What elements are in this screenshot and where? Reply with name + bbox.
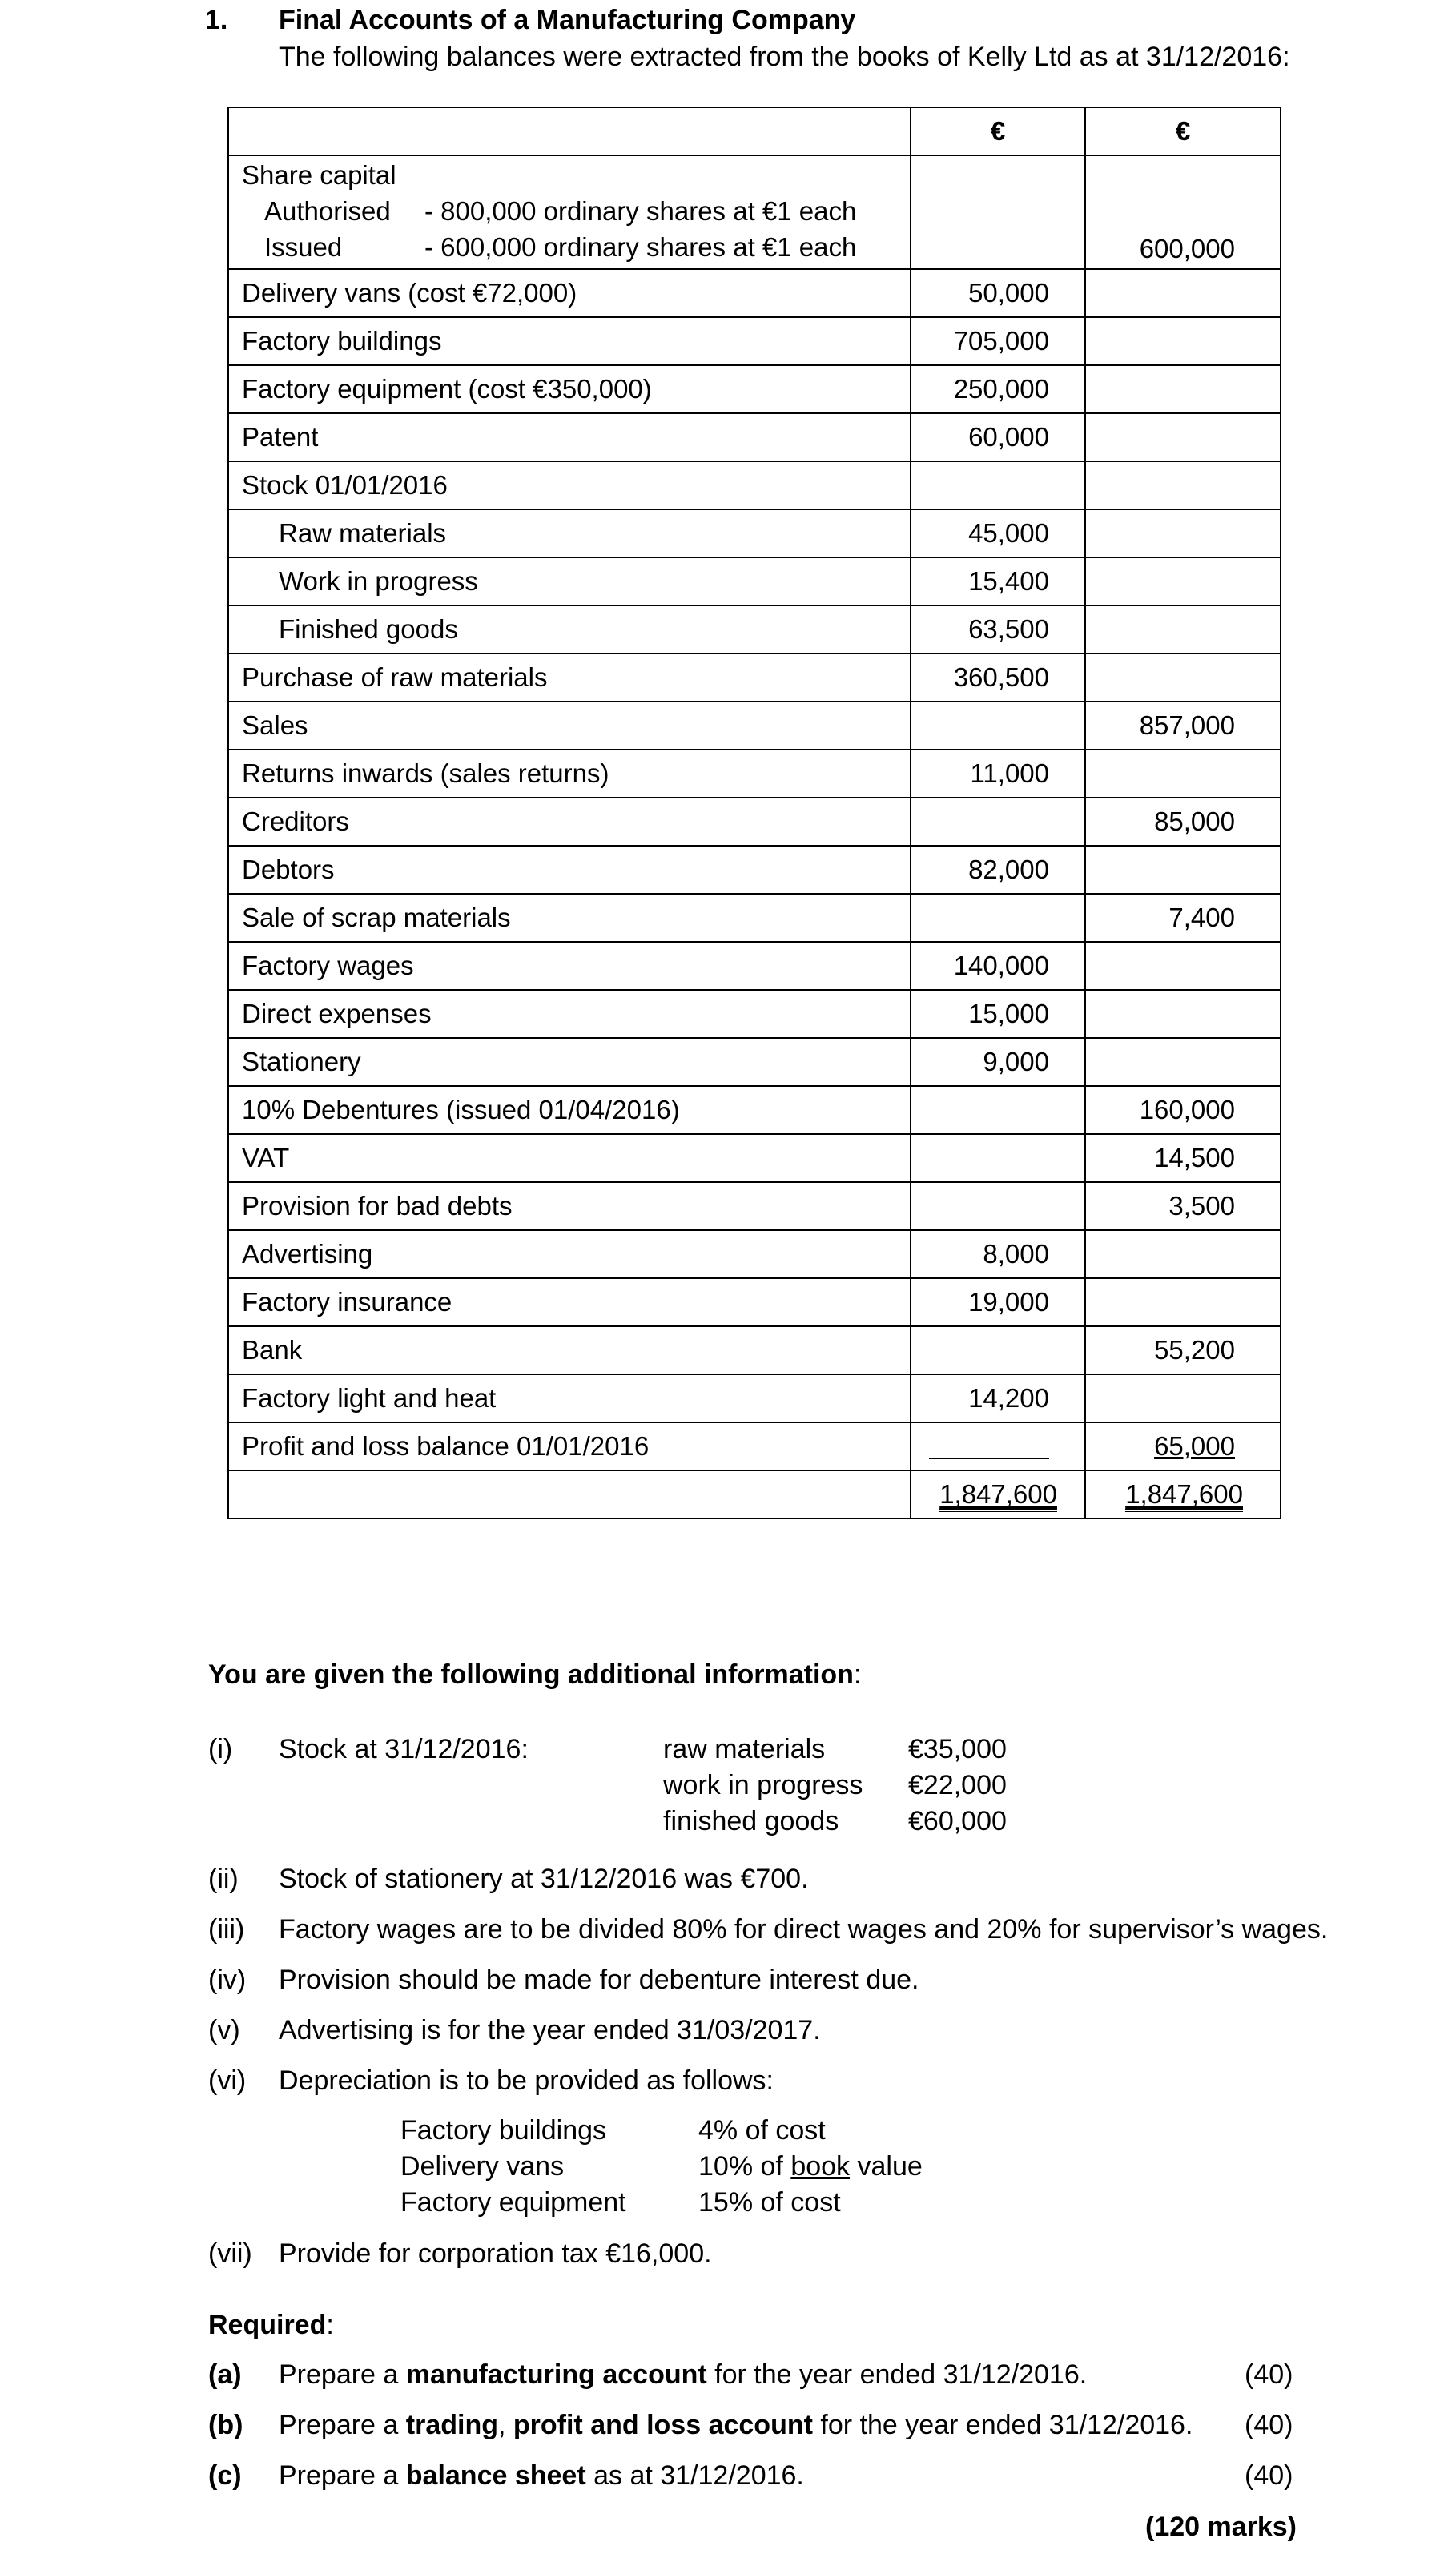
row-debit: 63,500 [911, 605, 1085, 654]
row-debit [911, 1134, 1085, 1182]
row-debit [911, 1422, 1085, 1470]
info-number: (vii) [208, 2238, 252, 2269]
info-number: (ii) [208, 1864, 239, 1894]
table-row [228, 1134, 1281, 1182]
additional-info-heading-text: You are given the following additional information [208, 1659, 854, 1690]
table-row [228, 654, 1281, 702]
question-number: 1. [205, 5, 228, 35]
required-marks: (40) [1245, 2460, 1293, 2491]
header-blank [228, 107, 911, 155]
authorised-label: Authorised [264, 196, 391, 226]
row-debit: 9,000 [911, 1038, 1085, 1086]
row-label: Sales [228, 702, 911, 750]
row-debit: 705,000 [911, 317, 1085, 365]
row-debit: 14,200 [911, 1374, 1085, 1422]
row-debit: 8,000 [911, 1230, 1085, 1278]
totals-credit-cell [1085, 1470, 1281, 1518]
required-text-bold: profit and loss account [513, 2410, 813, 2440]
row-credit: 7,400 [1085, 894, 1281, 942]
row-credit [1085, 317, 1281, 365]
row-credit: 55,200 [1085, 1326, 1281, 1374]
row-label: Factory equipment (cost €350,000) [228, 365, 911, 413]
table-row [228, 1086, 1281, 1134]
info-text: Provide for corporation tax €16,000. [279, 2238, 712, 2269]
row-debit [911, 702, 1085, 750]
stock-value: €60,000 [908, 1806, 1007, 1836]
row-label: Delivery vans (cost €72,000) [228, 269, 911, 317]
required-text-post: for the year ended 31/12/2016. [812, 2410, 1193, 2440]
stock-label: work in progress [663, 1770, 863, 1800]
row-debit [911, 798, 1085, 846]
dep-value-underlined: book [790, 2151, 851, 2182]
row-credit [1085, 990, 1281, 1038]
table-row [228, 750, 1281, 798]
issued-label: Issued [264, 232, 343, 262]
list-item [663, 1804, 1007, 1840]
info-number: (vi) [208, 2065, 247, 2096]
share-capital-cell [228, 155, 911, 269]
totals-debit: 1,847,600 [939, 1479, 1057, 1512]
table-row [228, 269, 1281, 317]
row-debit: 250,000 [911, 365, 1085, 413]
row-credit [1085, 942, 1281, 990]
row-credit [1085, 557, 1281, 605]
row-credit: 14,500 [1085, 1134, 1281, 1182]
table-row [228, 1278, 1281, 1326]
dep-value-post: value [850, 2151, 923, 2182]
row-credit [1085, 413, 1281, 461]
row-label: Sale of scrap materials [228, 894, 911, 942]
table-row [228, 509, 1281, 557]
row-credit [1085, 1278, 1281, 1326]
dep-label: Factory equipment [400, 2187, 626, 2218]
additional-info-heading [208, 1659, 861, 1691]
totals-label [228, 1470, 911, 1518]
required-text-pre: Prepare a [279, 2359, 406, 2390]
share-capital-credit: 600,000 [1085, 155, 1281, 269]
row-credit [1085, 750, 1281, 798]
row-label: Advertising [228, 1230, 911, 1278]
row-label: Patent [228, 413, 911, 461]
row-debit: 60,000 [911, 413, 1085, 461]
row-debit: 50,000 [911, 269, 1085, 317]
row-label: Finished goods [228, 605, 911, 654]
share-capital-debit [911, 155, 1085, 269]
row-label: Direct expenses [228, 990, 911, 1038]
required-letter: (c) [208, 2460, 242, 2491]
required-text [279, 2460, 804, 2492]
list-item [400, 2185, 923, 2221]
row-credit [1085, 605, 1281, 654]
required-marks: (40) [1245, 2359, 1293, 2390]
row-label: Factory buildings [228, 317, 911, 365]
table-row [228, 798, 1281, 846]
required-text-bold: trading [405, 2410, 498, 2440]
table-row [228, 1038, 1281, 1086]
totals-credit: 1,847,600 [1125, 1479, 1243, 1512]
table-row [228, 942, 1281, 990]
dep-label: Factory buildings [400, 2115, 607, 2146]
stock-label: finished goods [663, 1806, 839, 1836]
table-row [228, 365, 1281, 413]
info-text: Factory wages are to be divided 80% for direct wages and 20% for supervisor’s wages. [279, 1914, 1329, 1945]
table-row [228, 317, 1281, 365]
table-row-share-capital [228, 155, 1281, 269]
required-text [279, 2359, 1087, 2391]
required-text-mid: , [497, 2410, 513, 2440]
row-credit: 857,000 [1085, 702, 1281, 750]
required-text-pre: Prepare a [279, 2460, 406, 2491]
question-title: Final Accounts of a Manufacturing Company [279, 5, 856, 35]
totals-debit-cell [911, 1470, 1085, 1518]
info-number: (i) [208, 1734, 233, 1764]
row-label: Stationery [228, 1038, 911, 1086]
table-row [228, 557, 1281, 605]
required-text-pre: Prepare a [279, 2410, 406, 2440]
row-credit [1085, 509, 1281, 557]
authorised-text: - 800,000 ordinary shares at €1 each [424, 196, 857, 226]
table-row [228, 1374, 1281, 1422]
dep-label: Delivery vans [400, 2151, 565, 2182]
table-row [228, 413, 1281, 461]
required-marks: (40) [1245, 2410, 1293, 2440]
row-label: Returns inwards (sales returns) [228, 750, 911, 798]
table-row [228, 1422, 1281, 1470]
additional-info-heading-colon: : [853, 1659, 862, 1690]
row-credit [1085, 1038, 1281, 1086]
row-credit: 85,000 [1085, 798, 1281, 846]
required-heading [208, 2310, 334, 2341]
row-credit [1085, 365, 1281, 413]
list-item [663, 1731, 1007, 1768]
row-label: Raw materials [228, 509, 911, 557]
row-credit [1085, 654, 1281, 702]
row-credit [1085, 846, 1281, 894]
row-debit: 15,400 [911, 557, 1085, 605]
row-debit [911, 894, 1085, 942]
info-number: (iii) [208, 1914, 245, 1945]
row-label: Provision for bad debts [228, 1182, 911, 1230]
row-debit [911, 1326, 1085, 1374]
required-text-bold: manufacturing account [405, 2359, 707, 2390]
row-label: Profit and loss balance 01/01/2016 [228, 1422, 911, 1470]
table-row [228, 1230, 1281, 1278]
row-credit [1085, 1422, 1281, 1470]
row-label: VAT [228, 1134, 911, 1182]
row-label: Factory light and heat [228, 1374, 911, 1422]
row-debit: 19,000 [911, 1278, 1085, 1326]
row-label: Factory insurance [228, 1278, 911, 1326]
info-text: Depreciation is to be provided as follows: [279, 2065, 774, 2096]
row-debit: 11,000 [911, 750, 1085, 798]
required-text [279, 2410, 1193, 2441]
row-debit: 360,500 [911, 654, 1085, 702]
row-credit [1085, 1230, 1281, 1278]
dep-value-pre: 10% of [698, 2151, 791, 2182]
table-row [228, 894, 1281, 942]
dep-value: 4% of cost [698, 2115, 826, 2146]
row-debit: 140,000 [911, 942, 1085, 990]
trial-balance-table [227, 107, 1281, 1519]
list-item [400, 2113, 923, 2149]
share-capital-label: Share capital [242, 160, 396, 190]
row-label: Factory wages [228, 942, 911, 990]
table-header-row [228, 107, 1281, 155]
dep-value [698, 2149, 923, 2185]
required-letter: (a) [208, 2359, 242, 2390]
closing-stock-list [663, 1731, 1007, 1840]
row-debit [911, 1182, 1085, 1230]
header-credit-currency: € [1085, 107, 1281, 155]
row-credit: 160,000 [1085, 1086, 1281, 1134]
total-marks: (120 marks) [1145, 2512, 1297, 2542]
required-text-bold: balance sheet [405, 2460, 586, 2491]
underline-rule [929, 1427, 1049, 1459]
row-label: Purchase of raw materials [228, 654, 911, 702]
info-text: Provision should be made for debenture interest due. [279, 1965, 919, 1995]
row-debit: 45,000 [911, 509, 1085, 557]
table-row [228, 702, 1281, 750]
info-text: Advertising is for the year ended 31/03/2017. [279, 2015, 821, 2045]
table-row [228, 1182, 1281, 1230]
depreciation-list [400, 2113, 923, 2221]
table-row [228, 461, 1281, 509]
required-heading-text: Required [208, 2310, 327, 2340]
row-credit [1085, 1374, 1281, 1422]
row-label: Stock 01/01/2016 [228, 461, 911, 509]
row-credit-value: 65,000 [1154, 1431, 1235, 1461]
list-item [663, 1768, 1007, 1804]
required-letter: (b) [208, 2410, 243, 2440]
row-label: Bank [228, 1326, 911, 1374]
info-text: Stock of stationery at 31/12/2016 was €700. [279, 1864, 809, 1894]
row-credit: 3,500 [1085, 1182, 1281, 1230]
table-row [228, 846, 1281, 894]
row-label: Work in progress [228, 557, 911, 605]
row-label: Debtors [228, 846, 911, 894]
header-debit-currency: € [911, 107, 1085, 155]
stock-value: €35,000 [908, 1734, 1007, 1764]
stock-label: raw materials [663, 1734, 826, 1764]
row-debit: 15,000 [911, 990, 1085, 1038]
row-debit [911, 1086, 1085, 1134]
table-row [228, 990, 1281, 1038]
info-text: Stock at 31/12/2016: [279, 1734, 529, 1764]
row-debit [911, 461, 1085, 509]
row-debit: 82,000 [911, 846, 1085, 894]
question-intro: The following balances were extracted from the books of Kelly Ltd as at 31/12/2016: [279, 42, 1290, 72]
required-text-post: as at 31/12/2016. [585, 2460, 804, 2491]
dep-value: 15% of cost [698, 2187, 841, 2218]
info-number: (v) [208, 2015, 240, 2045]
info-number: (iv) [208, 1965, 247, 1995]
stock-value: €22,000 [908, 1770, 1007, 1800]
row-label: Creditors [228, 798, 911, 846]
table-totals-row [228, 1470, 1281, 1518]
row-credit [1085, 269, 1281, 317]
required-text-post: for the year ended 31/12/2016. [706, 2359, 1088, 2390]
row-label: 10% Debentures (issued 01/04/2016) [228, 1086, 911, 1134]
issued-text: - 600,000 ordinary shares at €1 each [424, 232, 857, 262]
table-row [228, 1326, 1281, 1374]
list-item [400, 2149, 923, 2185]
row-credit [1085, 461, 1281, 509]
table-row [228, 605, 1281, 654]
required-heading-colon: : [326, 2310, 334, 2340]
